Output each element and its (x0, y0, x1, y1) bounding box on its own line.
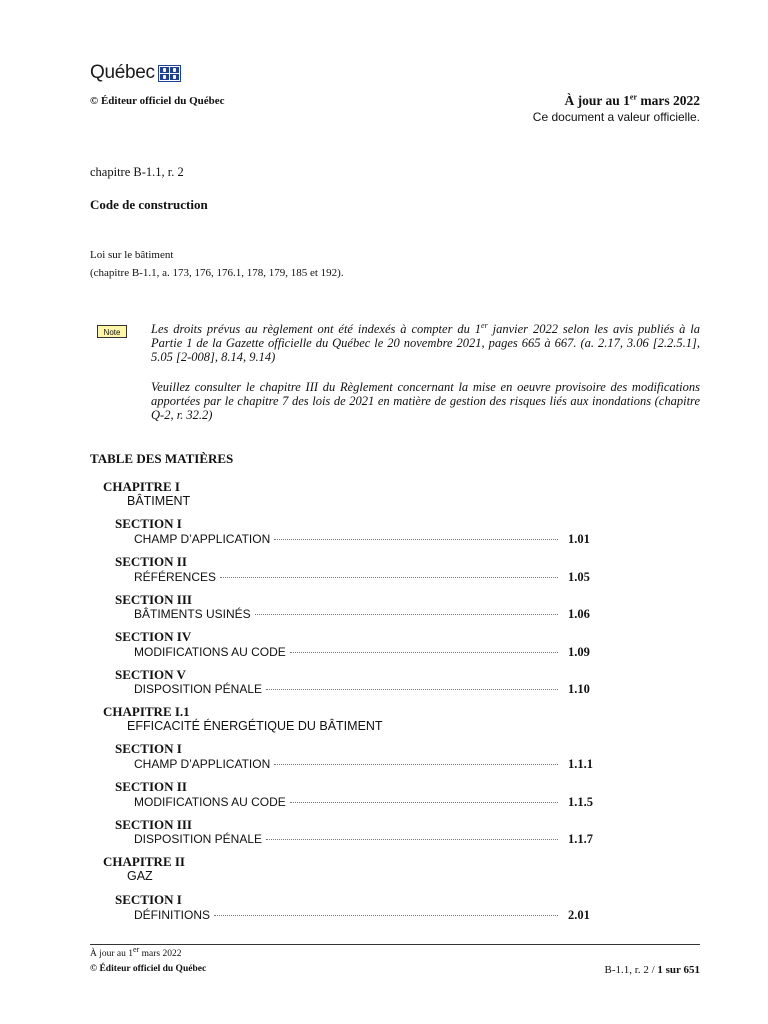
leader-dots (255, 614, 558, 615)
footer-publisher: © Éditeur officiel du Québec (90, 964, 207, 974)
toc-entry[interactable] (134, 795, 604, 810)
leader-dots (290, 652, 558, 653)
toc-entry-name[interactable]: BÂTIMENTS USINÉS (134, 607, 251, 621)
toc-entry-page[interactable]: 2.01 (568, 908, 590, 922)
toc-entry-page[interactable]: 1.06 (568, 607, 590, 621)
toc-chapter-label[interactable]: CHAPITRE II (103, 854, 185, 869)
toc-entry[interactable] (134, 570, 604, 585)
quebec-logo (90, 62, 181, 84)
toc-entry-page[interactable]: 1.1.7 (568, 832, 593, 846)
toc-chapter-label[interactable]: CHAPITRE I (103, 479, 180, 494)
update-date-sup: er (629, 92, 637, 102)
toc-entry[interactable] (134, 645, 604, 660)
leader-dots (220, 577, 558, 578)
note-p1-sup: er (481, 320, 488, 330)
update-date (565, 93, 701, 109)
leader-dots (274, 539, 558, 540)
footer-date-suffix: mars 2022 (139, 949, 182, 959)
update-date-suffix: mars 2022 (637, 93, 700, 108)
fleur-de-lis-flag-icon (158, 65, 181, 82)
chapter-reference: chapitre B-1.1, r. 2 (90, 165, 184, 179)
toc-entry[interactable] (134, 757, 604, 772)
toc-chapter-name[interactable]: EFFICACITÉ ÉNERGÉTIQUE DU BÂTIMENT (127, 719, 383, 733)
toc-entry[interactable] (134, 532, 604, 547)
toc-entry-name[interactable]: DÉFINITIONS (134, 908, 211, 922)
leader-dots (290, 802, 558, 803)
note-p1-b: janvier 2022 selon les avis publiés à la Partie 1 de la Gazette officielle du Québec le 20 novembre 2021, pages 665 à 667. (a. 2.17, 3.06 [2.2.5.1], 5.05 [2-008], 8.14, 9.14) (151, 322, 700, 364)
note-p1-a: Les droits prévus au règlement ont été indexés à compter du 1 (151, 322, 482, 336)
toc-entry-page[interactable]: 1.09 (568, 645, 590, 659)
toc-entry-name[interactable]: DISPOSITION PÉNALE (134, 832, 263, 846)
toc-entry[interactable] (134, 908, 604, 923)
toc-entry-page[interactable]: 1.1.1 (568, 757, 593, 771)
toc-entry-name[interactable]: MODIFICATIONS AU CODE (134, 795, 286, 809)
toc-section-label[interactable]: SECTION I (115, 516, 182, 531)
note-icon[interactable]: Note (97, 325, 127, 338)
law-line-1: Loi sur le bâtiment (90, 249, 174, 261)
toc-entry-page[interactable]: 1.10 (568, 682, 590, 696)
toc-entry-name[interactable]: MODIFICATIONS AU CODE (134, 645, 286, 659)
toc-entry-name[interactable]: CHAMP D’APPLICATION (134, 532, 271, 546)
law-line-2: (chapitre B-1.1, a. 173, 176, 176.1, 178, 179, 185 et 192). (90, 267, 344, 279)
official-notice: Ce document a valeur officielle. (532, 110, 700, 124)
footer-date (90, 944, 182, 959)
toc-entry[interactable] (134, 607, 604, 622)
toc-section-label[interactable]: SECTION II (115, 779, 187, 794)
leader-dots (214, 915, 558, 916)
publisher-header: © Éditeur officiel du Québec (90, 95, 225, 107)
footer-date-prefix: À jour au 1 (90, 949, 134, 959)
footer-rule (90, 944, 700, 945)
footer-page-number: 1 sur 651 (657, 964, 700, 976)
document-title: Code de construction (90, 197, 208, 212)
toc-entry-page[interactable]: 1.05 (568, 570, 590, 584)
footer-date-sup: er (133, 944, 140, 954)
toc-chapter-name[interactable]: BÂTIMENT (127, 494, 191, 508)
toc-entry-page[interactable]: 1.01 (568, 532, 590, 546)
toc-section-label[interactable]: SECTION I (115, 741, 182, 756)
toc-title: TABLE DES MATIÈRES (90, 451, 234, 466)
toc-section-label[interactable]: SECTION V (115, 667, 186, 682)
leader-dots (266, 689, 558, 690)
toc-section-label[interactable]: SECTION IV (115, 629, 192, 644)
leader-dots (274, 764, 558, 765)
toc-entry-name[interactable]: RÉFÉRENCES (134, 570, 217, 584)
toc-section-label[interactable]: SECTION III (115, 817, 192, 832)
toc-entry[interactable] (134, 682, 604, 697)
note-paragraph-1 (151, 322, 700, 364)
update-date-prefix: À jour au 1 (564, 93, 630, 108)
toc-entry[interactable] (134, 832, 604, 847)
toc-chapter-name[interactable]: GAZ (127, 869, 153, 883)
toc-chapter-label[interactable]: CHAPITRE I.1 (103, 704, 190, 719)
footer-page-ref (605, 964, 700, 976)
toc-entry-name[interactable]: DISPOSITION PÉNALE (134, 682, 263, 696)
toc-section-label[interactable]: SECTION I (115, 892, 182, 907)
toc-entry-page[interactable]: 1.1.5 (568, 795, 593, 809)
toc-section-label[interactable]: SECTION III (115, 592, 192, 607)
footer-ref: B-1.1, r. 2 / (604, 964, 658, 976)
note-paragraph-2: Veuillez consulter le chapitre III du Règlement concernant la mise en oeuvre provisoire des modifications apportées par le chapitre 7 des lois de 2021 en matière de gestion des risques liés aux inondations (chapitre Q-2, r. 32.2) (151, 380, 700, 422)
toc-entry-name[interactable]: CHAMP D’APPLICATION (134, 757, 271, 771)
leader-dots (266, 839, 558, 840)
logo-wordmark: Québec (90, 62, 155, 83)
toc-section-label[interactable]: SECTION II (115, 554, 187, 569)
